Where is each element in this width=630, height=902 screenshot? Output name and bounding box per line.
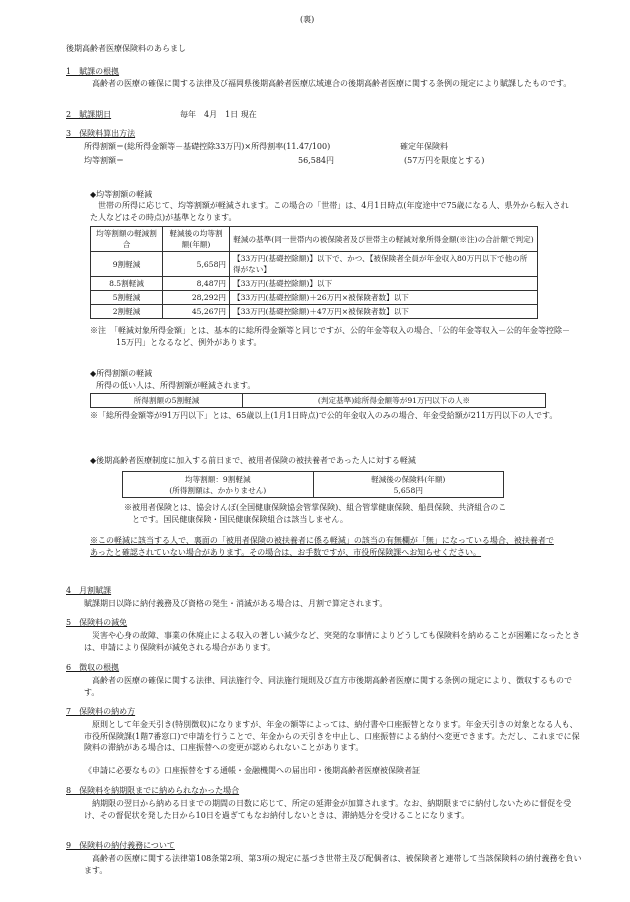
dependent-reduced-premium [313,472,504,498]
per-capita-note: ※注 「軽減対象所得金額」とは、基本的に総所得金額等と同じですが、公的年金等収入の場合、「公的年金等収入－公的年金等控除－15万円」となるなど、例外があります。 [90,326,570,347]
section-5-heading: 5 保険料の減免 [66,618,128,627]
section-3-heading: 3 保険料算出方法 [66,129,136,138]
table-row [123,472,504,498]
section-2-heading: 2 賦課期日 [66,110,112,119]
header-criteria: 軽減の基準(同一世帯内の被保険者及び世帯主の軽減対象所得金額(※注)の合計額で判定) [230,227,538,252]
dependent-premium-label: 軽減後の保険料(年額) [371,474,446,484]
section-5-body: 災害や心身の故障、事業の休廃止による収入の著しい減少など、突発的な事情によりどうしても保険料を納めることが困難になったときは、申請により保険料が減免される場合があります。 [84,631,580,652]
dependent-rate-line2: (所得割額は、かかりません) [169,485,267,495]
dependent-reduction-table [122,471,504,498]
row-criteria: 【33万円(基礎控除額)＋26万円×被保険者数】以下 [230,291,538,305]
section-4-heading: 4 月割賦課 [66,586,112,595]
row-ratio: 8.5割軽減 [91,277,163,291]
section-8-body: 納期限の翌日から納める日までの期間の日数に応じて、所定の延滞金が加算されます。なお、納期限までに納付しないために督促を受け、その督促状を発した日から10日を過ぎてもなお納付しないときは、滞納処分を受けることになります。 [84,799,572,820]
row-criteria: 【33万円(基礎控除額)】以下 [230,277,538,291]
row-ratio: 9割軽減 [91,252,163,277]
employee-insurance-note: ※被用者保険とは、協会けんぽ(全国健康保険協会管掌保険)、組合管掌健康保険、船員保険、共済組合のことです。国民健康保険・国民健康保険組合は該当しません。 [124,503,507,524]
premium-cap-note: (57万円を限度とする) [404,156,485,165]
income-levy-formula: 所得割額＝(総所得金額等－基礎控除33万円)×所得割率(11.47/100) [84,142,331,151]
annual-premium-label: 確定年保険料 [400,142,448,151]
section-9-body: 高齢者の医療に関する法律第108条第2項、第3項の規定に基づき世帯主及び配偶者は、被保険者と連帯して当該保険料の納付義務を負います。 [84,854,582,875]
row-amount: 45,267円 [163,305,230,319]
doc-title: 後期高齢者医療保険料のあらまし [66,44,186,53]
income-reduction-body: 所得の低い人は、所得割額が軽減されます。 [96,381,256,390]
income-reduction-criteria: (判定基準)総所得金額等が91万円以下の人※ [243,394,546,408]
header-ratio: 均等割額の軽減割合 [91,227,163,252]
dependent-reduction-heading: ◆後期高齢者医療制度に加入する前日まで、被用者保険の被扶養者であった人に対する軽減 [90,456,416,465]
table-row [91,252,538,277]
dependent-notice: ※この軽減に該当する人で、裏面の「被用者保険の被扶養者に係る軽減」の該当の有無欄が「無」になっている場合、被扶養者であったと確認されていない場合があります。その場合は、お手数ですが、市役所保険課へお知らせください。 [90,536,554,557]
header-amount: 軽減後の均等割額(年額) [163,227,230,252]
section-4-body: 賦課期日以降に納付義務及び資格の発生・消滅がある場合は、月割で算定されます。 [84,599,388,608]
section-6-heading: 6 徴収の根拠 [66,663,120,672]
income-reduction-table [90,393,546,408]
per-capita-reduction-table [90,226,538,319]
section-7-heading: 7 保険料の納め方 [66,707,136,716]
row-ratio: 2割軽減 [91,305,163,319]
income-reduction-ratio: 所得割額の5割軽減 [91,394,243,408]
per-capita-label: 均等割額＝ [84,156,124,165]
section-6-body: 高齢者の医療の確保に関する法律、同法施行令、同法施行規則及び直方市後期高齢者医療に関する条例の規定により、徴収するものです。 [84,676,572,697]
row-criteria: 【33万円(基礎控除額)＋47万円×被保険者数】以下 [230,305,538,319]
per-capita-reduction-body: 世帯の所得に応じて、均等割額が軽減されます。この場合の「世帯」は、4月1日時点(年度途中で75歳になる人、県外から転入された人などはその時点)が基準となります。 [90,201,569,222]
dependent-rate-line1: 均等割額：9割軽減 [184,474,251,484]
row-amount: 28,292円 [163,291,230,305]
section-9-heading: 9 保険料の納付義務について [66,841,175,850]
row-amount: 5,658円 [163,252,230,277]
row-ratio: 5割軽減 [91,291,163,305]
section-7-body: 原則として年金天引き(特別徴収)になりますが、年金の額等によっては、納付書や口座振替となります。年金天引きの対象となる人も、市役所保険課(1階7番窓口)で申請を行うことで、年金からの天引きを中止し、口座振替による納付へ変更できます。ただし、これまでに保険料の滞納がある場合は、口座振替への変更が認められないことがあります。 [84,720,580,753]
per-capita-value: 56,584円 [298,156,334,165]
table-row [91,291,538,305]
section-8-heading: 8 保険料を納期限までに納められなかった場合 [66,786,240,795]
row-criteria: 【33万円(基礎控除額)】以下で、かつ、【被保険者全員が年金収入80万円以下で他の所得がない】 [230,252,538,277]
per-capita-reduction-heading: ◆均等割額の軽減 [90,190,153,199]
table-row [91,305,538,319]
table-row [91,394,546,408]
income-reduction-heading: ◆所得割額の軽減 [90,369,153,378]
dependent-premium-value: 5,658円 [393,485,423,495]
row-amount: 8,487円 [163,277,230,291]
section-7-note: 《申請に必要なもの》口座振替をする通帳・金融機関への届出印・後期高齢者医療被保険者証 [84,766,420,775]
income-reduction-note: ※「総所得金額等が91万円以下」とは、65歳以上(1月1日時点)で公的年金収入のみの場合、年金受給額が211万円以下の人です。 [90,411,558,420]
table-row [91,277,538,291]
section-1-body: 高齢者の医療の確保に関する法律及び福岡県後期高齢者医療広域連合の後期高齢者医療に関する条例の規定により賦課したものです。 [92,79,572,88]
dependent-reduction-rate [123,472,314,498]
page-mark: (裏) [300,15,315,24]
assessment-date: 毎年 4月 1日 現在 [180,110,257,119]
section-1-heading: 1 賦課の根拠 [66,67,120,76]
table-header-row [91,227,538,252]
